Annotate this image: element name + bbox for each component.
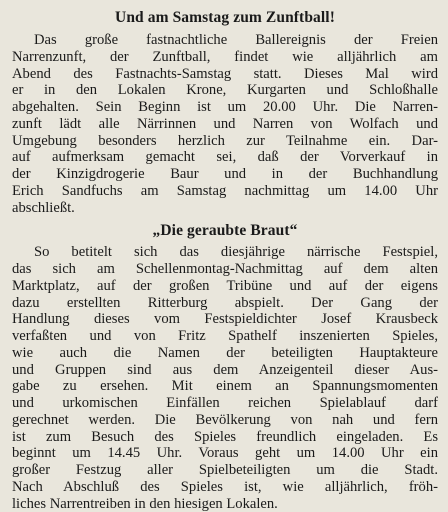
- section1-line-9: der Kinzigdrogerie Baur und in der Buchhandlung: [12, 166, 438, 183]
- section2-line-5: Handlung dieses vom Festspieldichter Josef Krausbeck: [12, 311, 438, 328]
- section1-line-1: Das große fastnachtliche Ballereignis der Freien: [12, 32, 438, 49]
- section2-line-6: verfaßten und von Fritz Spathelf inszenierten Spieles,: [12, 328, 438, 345]
- section1-line-10: Erich Sandfuchs am Samstag nachmittag um 14.00 Uhr: [12, 183, 438, 200]
- section2-line-10: und urkomischen Einfällen reichen Spielablauf darf: [12, 395, 438, 412]
- section2-heading: „Die geraubte Braut“: [12, 221, 438, 241]
- section1-line-4: er in den Lokalen Krone, Kurgarten und Schloßhalle: [12, 82, 438, 99]
- section2-line-7: wie auch die Namen der beteiligten Hauptakteure: [12, 345, 438, 362]
- section2-line-2: das sich am Schellenmontag-Nachmittag auf dem alten: [12, 261, 438, 278]
- section1-heading: Und am Samstag zum Zunftball!: [12, 8, 438, 28]
- section2-line-14: großer Festzug aller Spielbeteiligten um die Stadt.: [12, 462, 438, 479]
- section2-line-16: liches Narrentreiben in den hiesigen Lokalen.: [12, 496, 438, 512]
- section2-line-1: So betitelt sich das diesjährige närrische Festspiel,: [12, 244, 438, 261]
- section1-line-7: Umgebung besonders herzlich zur Teilnahme ein. Dar-: [12, 133, 438, 150]
- section1-line-11: abschließt.: [12, 200, 438, 217]
- section2-body: [12, 244, 438, 512]
- section2-line-9: gabe zu ersehen. Mit einem an Spannungsmomenten: [12, 378, 438, 395]
- section1-line-2: Narrenzunft, der Zunftball, findet wie alljährlich am: [12, 49, 438, 66]
- section1-line-5: abgehalten. Sein Beginn ist um 20.00 Uhr. Die Narren-: [12, 99, 438, 116]
- section2-line-12: ist zum Besuch des Spieles freundlich eingeladen. Es: [12, 429, 438, 446]
- section1-line-6: zunft lädt alle Närrinnen und Narren von Wolfach und: [12, 116, 438, 133]
- section1-line-8: auf aufmerksam gemacht sei, daß der Vorverkauf in: [12, 149, 438, 166]
- section1-line-3: Abend des Fastnachts-Samstag statt. Dieses Mal wird: [12, 66, 438, 83]
- section2-line-8: und Gruppen sind aus dem Anzeigenteil dieser Aus-: [12, 362, 438, 379]
- section2-line-3: Marktplatz, auf der großen Tribüne und auf der eigens: [12, 278, 438, 295]
- section2-line-4: dazu erstellten Ritterburg abspielt. Der Gang der: [12, 295, 438, 312]
- section2-line-13: beginnt um 14.45 Uhr. Voraus geht um 14.00 Uhr ein: [12, 445, 438, 462]
- section2-line-11: gerechnet werden. Die Bevölkerung von nah und fern: [12, 412, 438, 429]
- section2-line-15: Nach Abschluß des Spieles ist, wie alljährlich, fröh-: [12, 479, 438, 496]
- section1-body: [12, 32, 438, 216]
